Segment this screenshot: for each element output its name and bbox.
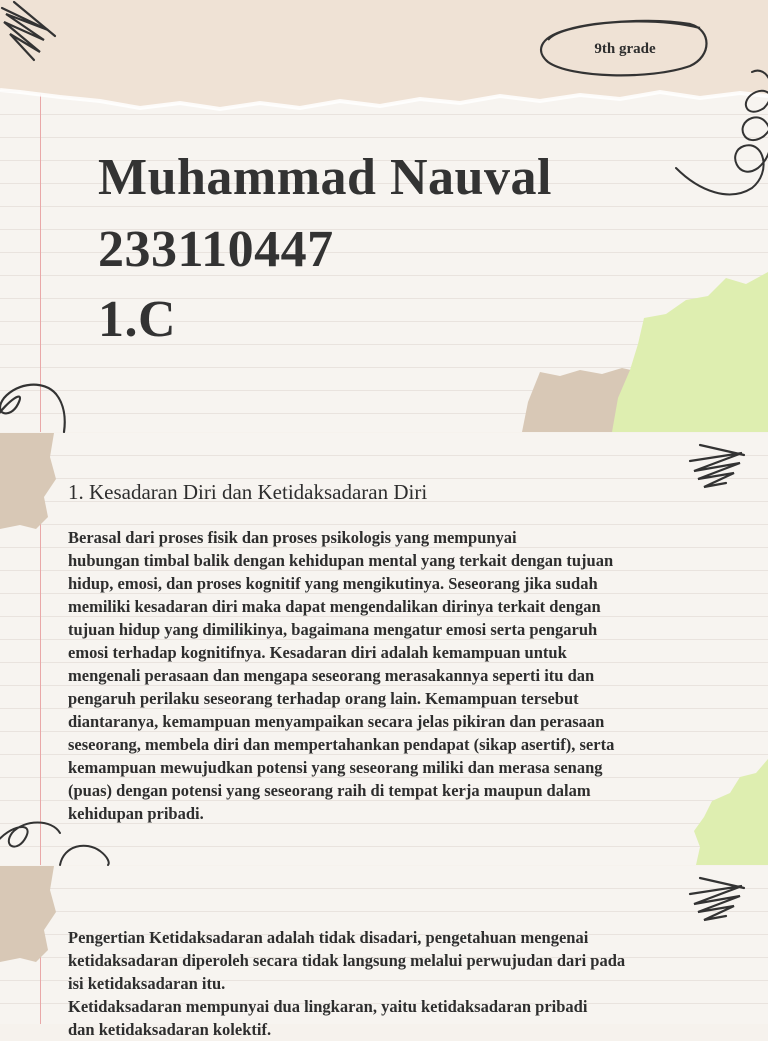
scribble-top-right	[690, 445, 744, 487]
title-slide	[0, 0, 768, 432]
content-slide-2	[0, 866, 768, 1039]
paragraph-line: ketidaksadaran diperoleh secara tidak langsung melalui perwujudan dari pada	[68, 951, 626, 970]
student-name: Muhammad Nauval	[98, 149, 552, 206]
paragraph-line: dan ketidaksadaran kolektif.	[68, 1020, 272, 1039]
tan-paper-shape	[0, 866, 56, 962]
paragraph-line: seseorang, membela diri dan mempertahankan pendapat (sikap asertif), serta	[68, 735, 615, 754]
content-slide-1	[0, 433, 768, 865]
student-id: 233110447	[98, 221, 334, 278]
paragraph-line: pengaruh perilaku seseorang terhadap orang lain. Kemampuan tersebut	[68, 689, 579, 708]
paragraph-line: diantaranya, kemampuan menyampaikan secara jelas pikiran dan perasaan	[68, 712, 605, 731]
paragraph-line: emosi terhadap kognitifnya. Kesadaran diri adalah kemampuan untuk	[68, 643, 567, 662]
paragraph-line: Pengertian Ketidaksadaran adalah tidak disadari, pengetahuan mengenai	[68, 928, 589, 947]
paragraph-line: (puas) dengan potensi yang seseorang raih di tempat kerja maupun dalam	[68, 781, 591, 800]
student-class: 1.C	[98, 291, 177, 348]
grade-badge: 9th grade	[594, 41, 656, 57]
section-heading: 1. Kesadaran Diri dan Ketidaksadaran Diri	[68, 480, 428, 504]
paragraph-line: tujuan hidup yang dimilikinya, bagaimana mengatur emosi serta pengaruh	[68, 620, 598, 639]
paragraph-line: memiliki kesadaran diri maka dapat mengendalikan dirinya terkait dengan	[68, 597, 601, 616]
tan-paper-shape	[0, 433, 56, 529]
scribble-top-right	[690, 878, 744, 920]
paragraph-line: kemampuan mewujudkan potensi yang seseorang miliki dan merasa senang	[68, 758, 603, 777]
kesadaran-diri-paragraph	[68, 526, 728, 825]
paragraph-line: mengenali perasaan dan mengapa seseorang merasakannya seperti itu dan	[68, 666, 595, 685]
paragraph-line: isi ketidaksadaran itu.	[68, 974, 226, 993]
loop-scribble-bottom-left	[0, 385, 65, 432]
lime-paper-shape	[612, 272, 768, 432]
ketidaksadaran-paragraph	[68, 926, 728, 1041]
paragraph-line: Berasal dari proses fisik dan proses psikologis yang mempunyai	[68, 528, 517, 547]
paragraph-line: hidup, emosi, dan proses kognitif yang mengikutinya. Seseorang jika sudah	[68, 574, 598, 593]
paragraph-line: Ketidaksadaran mempunyai dua lingkaran, yaitu ketidaksadaran pribadi	[68, 997, 588, 1016]
paragraph-line: hubungan timbal balik dengan kehidupan mental yang terkait dengan tujuan	[68, 551, 614, 570]
paragraph-line: kehidupan pribadi.	[68, 804, 204, 823]
loop-scribble-bottom-left	[0, 823, 109, 866]
